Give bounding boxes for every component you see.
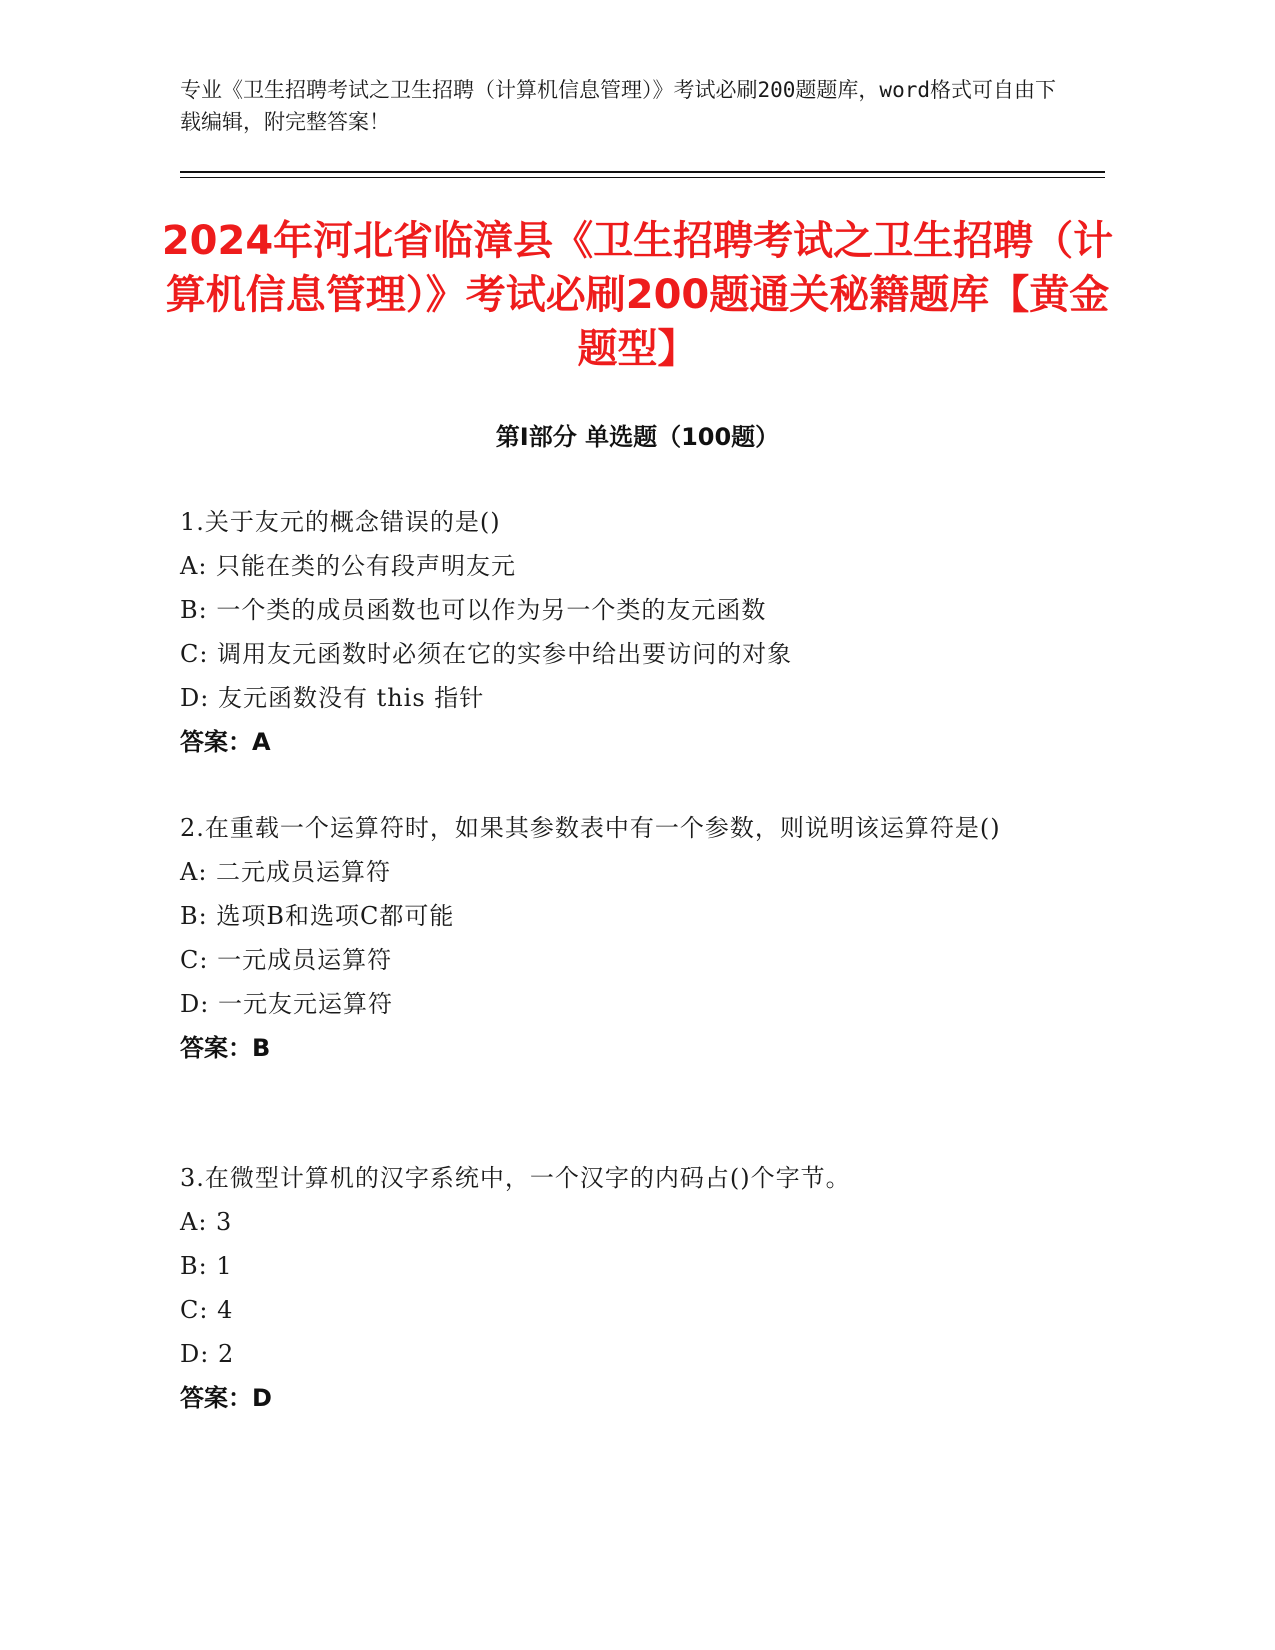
question-block-3 [180, 1156, 1060, 1420]
option-c: C: 一元成员运算符 [180, 946, 393, 974]
question-stem: 2.在重载一个运算符时，如果其参数表中有一个参数，则说明该运算符是() [180, 814, 1001, 842]
document-title: 2024年河北省临漳县《卫生招聘考试之卫生招聘（计算机信息管理）》考试必刷200题通关秘籍题库【黄金题型】 [161, 218, 1114, 372]
question-stem: 3.在微型计算机的汉字系统中，一个汉字的内码占()个字节。 [180, 1164, 851, 1192]
option-d: D: 2 [180, 1340, 235, 1368]
question-stem: 1.关于友元的概念错误的是() [180, 508, 501, 536]
header-rule-thick [180, 171, 1105, 173]
option-b: B: 一个类的成员函数也可以作为另一个类的友元函数 [180, 596, 767, 624]
option-d: D: 友元函数没有 this 指针 [180, 684, 485, 712]
question-block-1 [180, 500, 1060, 764]
option-c: C: 4 [180, 1296, 234, 1324]
answer: 答案：D [180, 1384, 272, 1412]
option-c: C: 调用友元函数时必须在它的实参中给出要访问的对象 [180, 640, 793, 668]
header-rule-thin [180, 177, 1105, 178]
question-block-2 [180, 806, 1060, 1070]
answer: 答案：B [180, 1034, 271, 1062]
option-b: B: 1 [180, 1252, 233, 1280]
option-a: A: 3 [180, 1208, 233, 1236]
option-a: A: 二元成员运算符 [180, 858, 392, 886]
section-title: 第Ⅰ部分 单选题（100题） [495, 423, 780, 451]
option-a: A: 只能在类的公有段声明友元 [180, 552, 517, 580]
header-note: 专业《卫生招聘考试之卫生招聘（计算机信息管理）》考试必刷200题题库，word格式可自由下载编辑，附完整答案！ [180, 78, 1056, 134]
option-b: B: 选项B和选项C都可能 [180, 902, 455, 930]
option-d: D: 一元友元运算符 [180, 990, 393, 1018]
answer: 答案：A [180, 728, 271, 756]
